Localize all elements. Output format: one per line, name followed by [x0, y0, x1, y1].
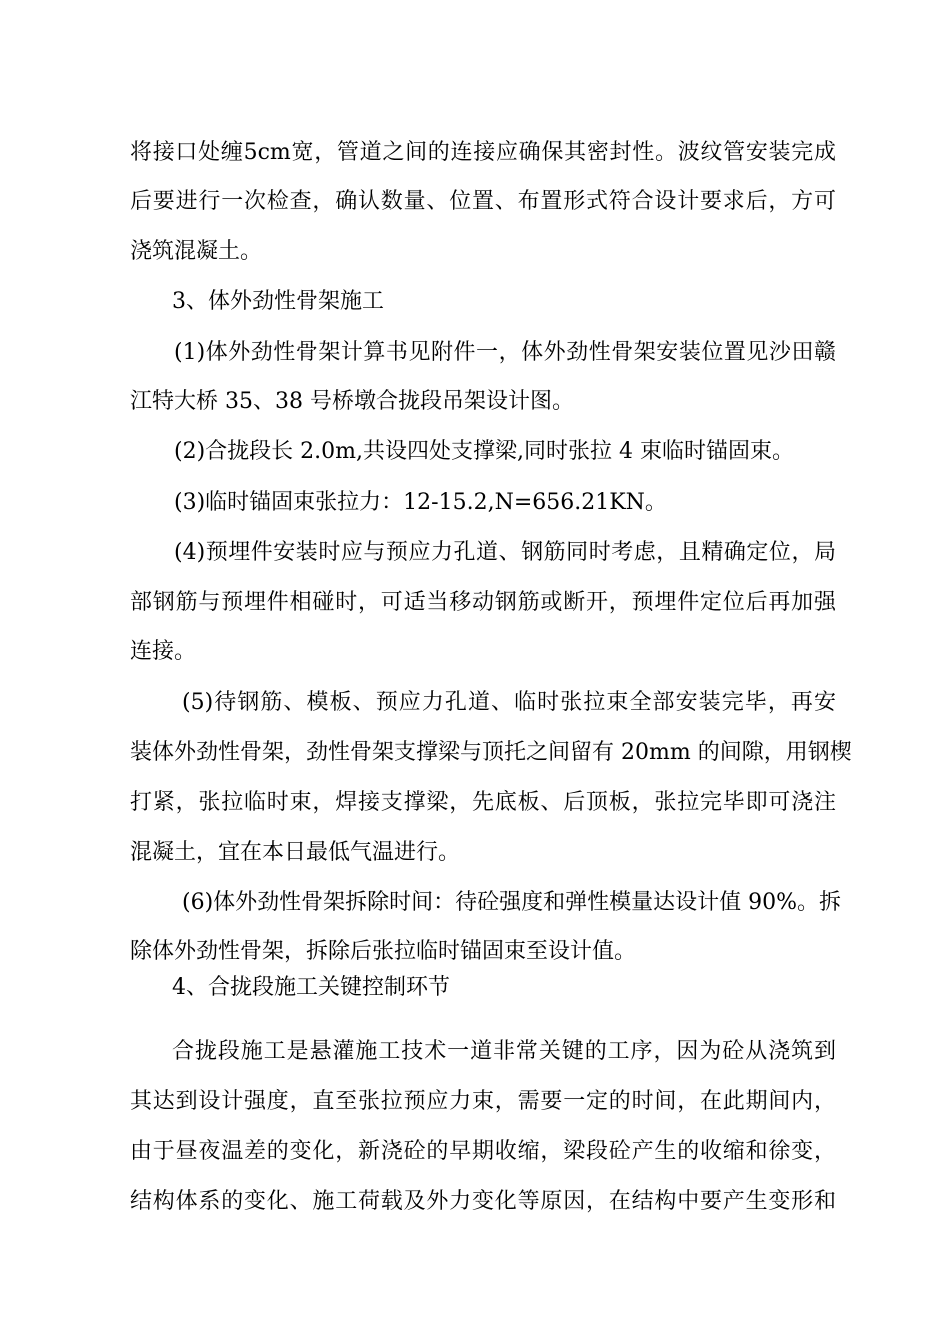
paragraph-line: 后要进行一次检查，确认数量、位置、布置形式符合设计要求后，方可 [130, 189, 836, 214]
paragraph-line: 其达到设计强度，直至张拉预应力束，需要一定的时间，在此期间内， [130, 1089, 836, 1114]
paragraph-line: 混凝土，宜在本日最低气温进行。 [130, 840, 461, 865]
paragraph-line: 结构体系的变化、施工荷载及外力变化等原因，在结构中要产生变形和 [130, 1189, 836, 1214]
paragraph-line: (2)合拢段长 2.0m,共设四处支撑梁,同时张拉 4 束临时锚固束。 [174, 439, 794, 464]
paragraph-line: 合拢段施工是悬灌施工技术一道非常关键的工序，因为砼从浇筑到 [172, 1039, 836, 1064]
paragraph-line: (3)临时锚固束张拉力：12-15.2,N=656.21KN。 [174, 490, 667, 515]
paragraph-line: (6)体外劲性骨架拆除时间：待砼强度和弹性模量达设计值 90%。拆 [182, 890, 842, 915]
paragraph-line: 将接口处缠5cm宽，管道之间的连接应确保其密封性。波纹管安装完成 [130, 140, 836, 165]
paragraph-line: (4)预埋件安装时应与预应力孔道、钢筋同时考虑，且精确定位，局 [174, 540, 836, 565]
section-heading: 4、合拢段施工关键控制环节 [172, 975, 450, 1000]
paragraph-line: (5)待钢筋、模板、预应力孔道、临时张拉束全部安装完毕，再安 [182, 690, 836, 715]
paragraph-line: 部钢筋与预埋件相碰时，可适当移动钢筋或断开，预埋件定位后再加强 [130, 590, 836, 615]
paragraph-line: 浇筑混凝土。 [130, 239, 263, 264]
paragraph-line: (1)体外劲性骨架计算书见附件一，体外劲性骨架安装位置见沙田赣 [174, 340, 836, 365]
paragraph-line: 除体外劲性骨架，拆除后张拉临时锚固束至设计值。 [130, 939, 637, 964]
paragraph-line: 打紧，张拉临时束，焊接支撑梁，先底板、后顶板，张拉完毕即可浇注 [130, 790, 836, 815]
paragraph-line: 连接。 [130, 639, 197, 664]
paragraph-line: 由于昼夜温差的变化，新浇砼的早期收缩，梁段砼产生的收缩和徐变， [130, 1139, 836, 1164]
section-heading: 3、体外劲性骨架施工 [172, 289, 384, 314]
paragraph-line: 江特大桥 35、38 号桥墩合拢段吊架设计图。 [130, 389, 574, 414]
paragraph-line: 装体外劲性骨架，劲性骨架支撑梁与顶托之间留有 20mm 的间隙，用钢楔 [130, 740, 852, 765]
